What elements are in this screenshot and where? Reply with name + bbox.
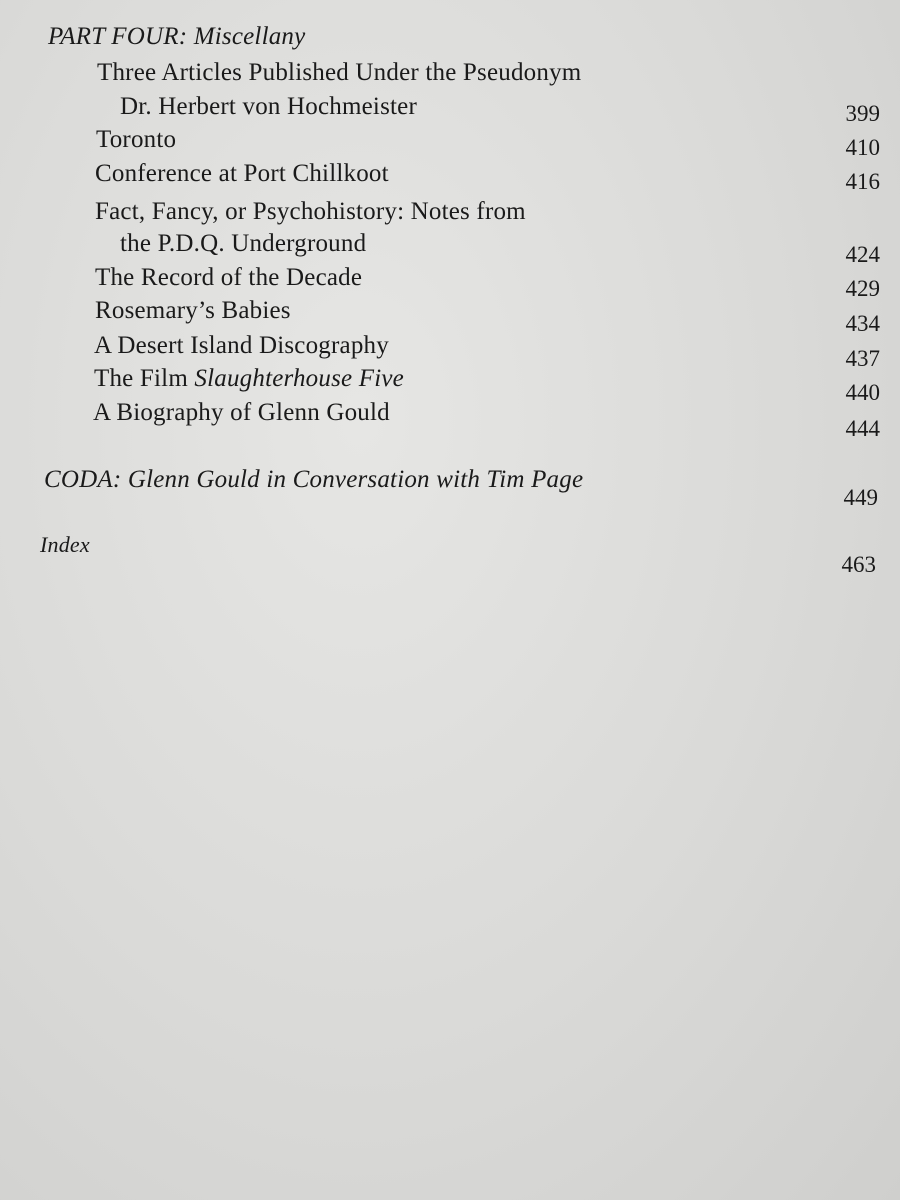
toc-page-number: 424: [845, 242, 880, 267]
index-heading: Index: [40, 532, 90, 557]
toc-page-number: 399: [845, 101, 880, 126]
toc-entry-fact-fancy-line1: Fact, Fancy, or Psychohistory: Notes from: [95, 198, 526, 225]
toc-page-number: 437: [845, 346, 880, 371]
toc-entry-fact-fancy-line2: the P.D.Q. Underground: [120, 230, 367, 257]
toc-page-number: 440: [845, 380, 880, 405]
toc-entry-three-articles-line1: Three Articles Published Under the Pseudonym: [97, 59, 582, 86]
coda-page-number: 449: [843, 485, 878, 510]
part-four-title: Miscellany: [193, 23, 306, 50]
coda-heading: CODA: Glenn Gould in Conversation with Tim Page: [44, 466, 584, 493]
toc-page-number: 434: [845, 311, 880, 336]
toc-entry-conference: Conference at Port Chillkoot: [95, 160, 389, 187]
toc-page-number: 410: [845, 135, 880, 160]
part-four-heading: [48, 22, 305, 52]
toc-entry-toronto: Toronto: [96, 126, 177, 153]
toc-entry-biography: A Biography of Glenn Gould: [93, 399, 390, 426]
part-four-label: PART FOUR:: [48, 23, 188, 50]
toc-page-number: 416: [845, 169, 880, 194]
toc-page-number: 444: [845, 416, 880, 441]
toc-entry-film-slaughterhouse: [94, 364, 404, 394]
toc-entry-three-articles-line2: Dr. Herbert von Hochmeister: [120, 93, 417, 120]
index-page-number: 463: [841, 552, 876, 577]
toc-entry-record-decade: The Record of the Decade: [95, 264, 363, 291]
toc-entry-film-title: Slaughterhouse Five: [194, 365, 404, 392]
toc-entry-rosemarys-babies: Rosemary’s Babies: [95, 297, 291, 324]
toc-page-number: 429: [845, 276, 880, 301]
toc-entry-film-prefix: The Film: [94, 365, 195, 392]
toc-entry-desert-island: A Desert Island Discography: [94, 332, 389, 359]
